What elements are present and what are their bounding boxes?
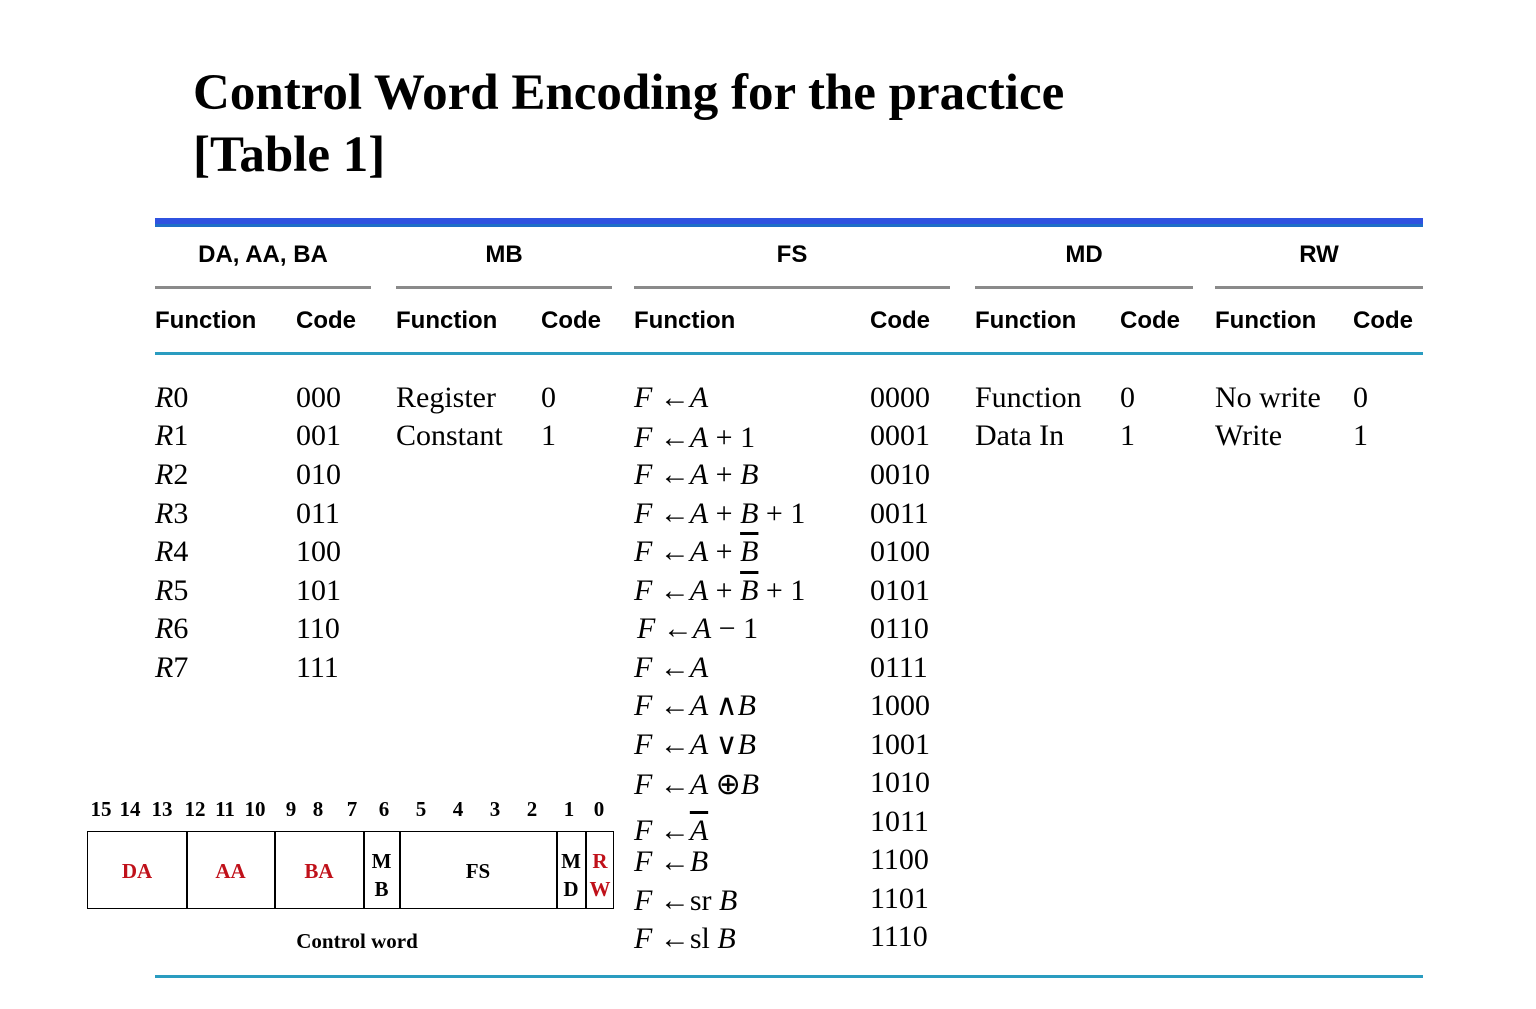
bit-number: 5 xyxy=(415,797,427,821)
fs-function: F ←B xyxy=(634,845,709,878)
col-header-code: Code xyxy=(296,307,356,334)
fs-code: 1100 xyxy=(870,843,929,876)
field-aa: AA xyxy=(215,859,246,883)
md-code: 1 xyxy=(1120,419,1135,452)
bit-number: 9 xyxy=(285,797,297,821)
register-code: 010 xyxy=(296,458,341,491)
col-header-code: Code xyxy=(541,307,601,334)
bit-number: 12 xyxy=(184,797,206,821)
col-header-function: Function xyxy=(396,307,498,334)
fs-code: 1001 xyxy=(870,728,930,761)
col-header-function: Function xyxy=(634,307,736,334)
field-rw-top: R xyxy=(592,849,608,873)
group-underline-daaaba xyxy=(155,286,371,289)
group-underline-mb xyxy=(396,286,612,289)
fs-function: F ←sr B xyxy=(634,884,738,917)
fs-code: 0101 xyxy=(870,574,930,607)
fs-code: 0110 xyxy=(870,612,929,645)
rw-function: Write xyxy=(1215,419,1283,452)
fs-code: 0001 xyxy=(870,419,930,452)
table-row: R3 xyxy=(155,497,189,530)
register-code: 111 xyxy=(296,651,339,684)
fs-code: 0010 xyxy=(870,458,930,491)
mb-code: 1 xyxy=(541,419,556,452)
col-header-function: Function xyxy=(155,307,257,334)
bit-number: 3 xyxy=(489,797,501,821)
fs-code: 1110 xyxy=(870,920,928,953)
mb-function: Register xyxy=(396,381,496,414)
fs-function: F ←A + B xyxy=(634,458,759,491)
field-rw-bottom: W xyxy=(589,877,611,901)
fs-function: F ←sl B xyxy=(634,922,736,955)
fs-code: 0100 xyxy=(870,535,930,568)
top-rule-teal xyxy=(155,224,1423,227)
bit-number: 11 xyxy=(215,797,235,821)
control-word-caption: Control word xyxy=(296,929,418,953)
col-header-function: Function xyxy=(1215,307,1317,334)
fs-function: F ←A + $\overline{B}$ xyxy=(634,535,759,568)
field-md-bottom: D xyxy=(563,877,579,901)
bit-number: 0 xyxy=(593,797,605,821)
fs-code: 1000 xyxy=(870,689,930,722)
field-mb-top: M xyxy=(371,849,392,873)
field-md-top: M xyxy=(561,849,581,873)
col-header-function: Function xyxy=(975,307,1077,334)
bit-number: 8 xyxy=(312,797,324,821)
table-row: R1 xyxy=(155,419,189,452)
fs-code: 1010 xyxy=(870,766,930,799)
register-code: 011 xyxy=(296,497,340,530)
bit-number: 15 xyxy=(90,797,112,821)
mb-code: 0 xyxy=(541,381,556,414)
fs-code: 0111 xyxy=(870,651,928,684)
register-code: 000 xyxy=(296,381,341,414)
table-row: R7 xyxy=(155,651,189,684)
bit-number: 6 xyxy=(378,797,390,821)
fs-function: F ←A ∨B xyxy=(634,728,756,761)
field-fs: FS xyxy=(465,859,491,883)
md-code: 0 xyxy=(1120,381,1135,414)
fs-function: F ←A + B + 1 xyxy=(634,497,806,530)
field-da: DA xyxy=(121,859,153,883)
field-mb-bottom: B xyxy=(374,877,389,901)
fs-function: F ←A + 1 xyxy=(634,421,756,454)
title-line-1: Control Word Encoding for the practice xyxy=(193,65,1065,121)
fs-function: F ←A + $\overline{B} + 1$ xyxy=(634,574,806,607)
rw-code: 1 xyxy=(1353,419,1368,452)
fs-function: F ←A − 1 xyxy=(637,612,759,645)
fs-function: F $\leftarrow\overline{A}$ xyxy=(634,814,709,847)
col-header-code: Code xyxy=(1120,307,1180,334)
col-header-code: Code xyxy=(1353,307,1413,334)
table-row: R2 xyxy=(155,458,189,491)
group-header-md: MD xyxy=(1065,241,1103,268)
table-row: R5 xyxy=(155,574,189,607)
register-code: 001 xyxy=(296,419,341,452)
fs-code: 0000 xyxy=(870,381,930,414)
register-code: 110 xyxy=(296,612,340,645)
fs-function: F ←A ∧B xyxy=(634,689,756,722)
group-header-daaaba: DA, AA, BA xyxy=(198,241,328,268)
bit-number: 13 xyxy=(151,797,173,821)
col-header-code: Code xyxy=(870,307,930,334)
table-row: R6 xyxy=(155,612,189,645)
group-header-fs: FS xyxy=(776,241,808,268)
field-ba: BA xyxy=(304,859,334,883)
fs-function: F ←A xyxy=(634,651,709,684)
register-code: 101 xyxy=(296,574,341,607)
page-title xyxy=(193,62,1293,186)
table-row: R0 xyxy=(155,381,189,414)
fs-code: 0011 xyxy=(870,497,929,530)
rw-code: 0 xyxy=(1353,381,1368,414)
group-header-rw: RW xyxy=(1299,241,1339,268)
bit-number: 14 xyxy=(119,797,141,821)
group-underline-md xyxy=(975,286,1193,289)
bottom-rule xyxy=(155,975,1423,978)
fs-code: 1011 xyxy=(870,805,929,838)
bit-number: 10 xyxy=(244,797,266,821)
fs-code: 1101 xyxy=(870,882,929,915)
bit-number: 4 xyxy=(452,797,464,821)
register-code: 100 xyxy=(296,535,341,568)
md-function: Function xyxy=(975,381,1082,414)
group-header-mb: MB xyxy=(485,241,523,268)
mb-function: Constant xyxy=(396,419,503,452)
rw-function: No write xyxy=(1215,381,1321,414)
header-rule xyxy=(155,352,1423,355)
bit-number: 2 xyxy=(526,797,538,821)
md-function: Data In xyxy=(975,419,1065,452)
group-underline-fs xyxy=(634,286,950,289)
table-row: R4 xyxy=(155,535,189,568)
group-underline-rw xyxy=(1215,286,1423,289)
bit-number: 7 xyxy=(346,797,358,821)
fs-function: F ←A xyxy=(634,381,709,414)
fs-function: F ←A ⊕B xyxy=(634,768,760,801)
bit-number: 1 xyxy=(563,797,575,821)
title-line-2: [Table 1] xyxy=(193,127,386,183)
